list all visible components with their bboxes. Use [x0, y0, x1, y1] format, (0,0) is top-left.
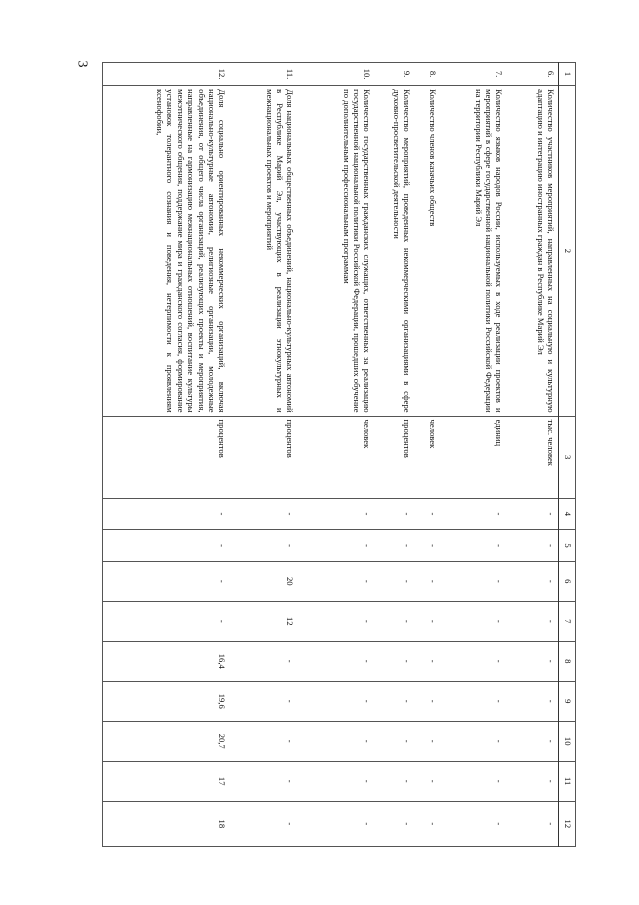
indicator-value: - — [507, 561, 559, 601]
indicator-value: - — [441, 641, 507, 681]
page-number: 3 — [74, 60, 90, 68]
unit-of-measure: единиц — [441, 416, 507, 498]
indicator-value: 19,6 — [103, 681, 230, 721]
indicator-value: - — [507, 761, 559, 801]
indicator-value: - — [415, 561, 441, 601]
indicator-value: - — [415, 498, 441, 530]
column-header: 2 — [559, 86, 576, 416]
indicator-value: - — [507, 681, 559, 721]
indicator-value: - — [441, 601, 507, 641]
indicator-value: - — [375, 801, 415, 846]
indicator-value: - — [230, 498, 298, 530]
table-row — [298, 63, 375, 847]
unit-of-measure: человек — [415, 416, 441, 498]
indicator-value: 20 — [230, 561, 298, 601]
indicator-name: Количество языков народов России, используемых в ходе реализации проектов и мероприятий в сфере государственной национальной политики Российской Федерации на территории Республики Марий Эл — [441, 86, 507, 416]
indicator-value: 17 — [103, 761, 230, 801]
indicator-value: - — [415, 721, 441, 761]
table-row — [103, 63, 230, 847]
indicator-value: - — [441, 761, 507, 801]
unit-of-measure: процентов — [375, 416, 415, 498]
indicator-value: - — [298, 498, 375, 530]
indicator-value: - — [298, 801, 375, 846]
table-row — [375, 63, 415, 847]
indicator-value: - — [441, 498, 507, 530]
indicator-value: - — [507, 601, 559, 641]
indicator-value: - — [415, 530, 441, 562]
indicator-value: - — [103, 498, 230, 530]
indicator-name: Количество государственных гражданских служащих, ответственных за реализацию государственной национальной политики Российской Федерации, прошедших обучение по дополнительным профессиональным программам — [298, 86, 375, 416]
column-header: 7 — [559, 601, 576, 641]
indicator-value: - — [415, 601, 441, 641]
indicator-value: - — [441, 530, 507, 562]
rotated-table-container — [106, 62, 576, 847]
table-row — [507, 63, 559, 847]
row-number: 7. — [441, 63, 507, 86]
indicator-value: - — [298, 601, 375, 641]
indicator-value: - — [375, 761, 415, 801]
row-number: 6. — [507, 63, 559, 86]
indicator-value: - — [375, 498, 415, 530]
indicator-value: - — [298, 721, 375, 761]
indicator-value: - — [298, 530, 375, 562]
column-header: 5 — [559, 530, 576, 562]
indicator-value: - — [375, 721, 415, 761]
indicator-value: - — [375, 681, 415, 721]
indicator-value: 12 — [230, 601, 298, 641]
indicator-value: - — [415, 761, 441, 801]
table-row — [415, 63, 441, 847]
indicator-name: Доля социально ориентированных некоммерческих организаций, включая национально-культурные автономии, религиозные организации, молодежные объединения, от общего числа организаций, реализующих проекты и мероприятия, направленные на гармонизацию межнациональных отношений, воспитание культуры межэтнического общения, поддержание мира и гражданского согласия, формирование установок толерантного сознания и поведения, нетерпимости к проявлениям ксенофобии, — [103, 86, 230, 416]
row-number: 12. — [103, 63, 230, 86]
indicator-value: 16,4 — [103, 641, 230, 681]
indicator-name: Количество мероприятий, проведенных некоммерческими организациями в сфере духовно-просветительской деятельности — [375, 86, 415, 416]
column-header: 8 — [559, 641, 576, 681]
indicator-value: - — [230, 801, 298, 846]
indicator-value: - — [441, 801, 507, 846]
row-number: 9. — [375, 63, 415, 86]
indicator-value: - — [507, 721, 559, 761]
indicator-value: 18 — [103, 801, 230, 846]
indicator-value: - — [507, 498, 559, 530]
indicator-value: - — [230, 721, 298, 761]
indicator-value: - — [507, 530, 559, 562]
indicator-value: - — [103, 530, 230, 562]
row-number: 11. — [230, 63, 298, 86]
indicator-value: - — [298, 641, 375, 681]
indicator-value: - — [103, 561, 230, 601]
indicator-value: - — [298, 761, 375, 801]
indicator-value: - — [415, 681, 441, 721]
table-row — [441, 63, 507, 847]
indicator-value: - — [415, 801, 441, 846]
indicator-value: - — [230, 681, 298, 721]
column-header: 3 — [559, 416, 576, 498]
indicator-value: - — [298, 681, 375, 721]
column-header: 12 — [559, 801, 576, 846]
unit-of-measure: процентов — [230, 416, 298, 498]
indicator-value: 20,7 — [103, 721, 230, 761]
column-header: 1 — [559, 63, 576, 86]
column-header: 6 — [559, 561, 576, 601]
column-header: 11 — [559, 761, 576, 801]
indicator-value: - — [415, 641, 441, 681]
indicator-value: - — [507, 641, 559, 681]
indicator-name: Количество членов казачьих обществ — [415, 86, 441, 416]
table-header-row — [559, 63, 576, 847]
indicator-value: - — [507, 801, 559, 846]
indicator-value: - — [298, 561, 375, 601]
unit-of-measure: тыс. человек — [507, 416, 559, 498]
row-number: 10. — [298, 63, 375, 86]
indicator-value: - — [441, 561, 507, 601]
indicator-value: - — [230, 530, 298, 562]
indicator-name: Количество участников мероприятий, направленных на социальную и культурную адаптацию и интеграцию иностранных граждан в Республике Марий Эл — [507, 86, 559, 416]
indicator-value: - — [375, 641, 415, 681]
indicator-value: - — [441, 681, 507, 721]
indicator-name: Доля национальных общественных объединений, национально-культурных автономий в Республике Марий Эл, участвующих в реализации этнокультурных и межнациональных проектов и мероприятий — [230, 86, 298, 416]
indicator-value: - — [375, 530, 415, 562]
indicator-value: - — [230, 761, 298, 801]
row-number: 8. — [415, 63, 441, 86]
column-header: 4 — [559, 498, 576, 530]
column-header: 9 — [559, 681, 576, 721]
indicators-table — [102, 62, 576, 847]
indicator-value: - — [375, 561, 415, 601]
indicator-value: - — [441, 721, 507, 761]
indicator-value: - — [375, 601, 415, 641]
table-row — [230, 63, 298, 847]
unit-of-measure: процентов — [103, 416, 230, 498]
column-header: 10 — [559, 721, 576, 761]
indicator-value: - — [230, 641, 298, 681]
indicator-value: - — [103, 601, 230, 641]
unit-of-measure: человек — [298, 416, 375, 498]
